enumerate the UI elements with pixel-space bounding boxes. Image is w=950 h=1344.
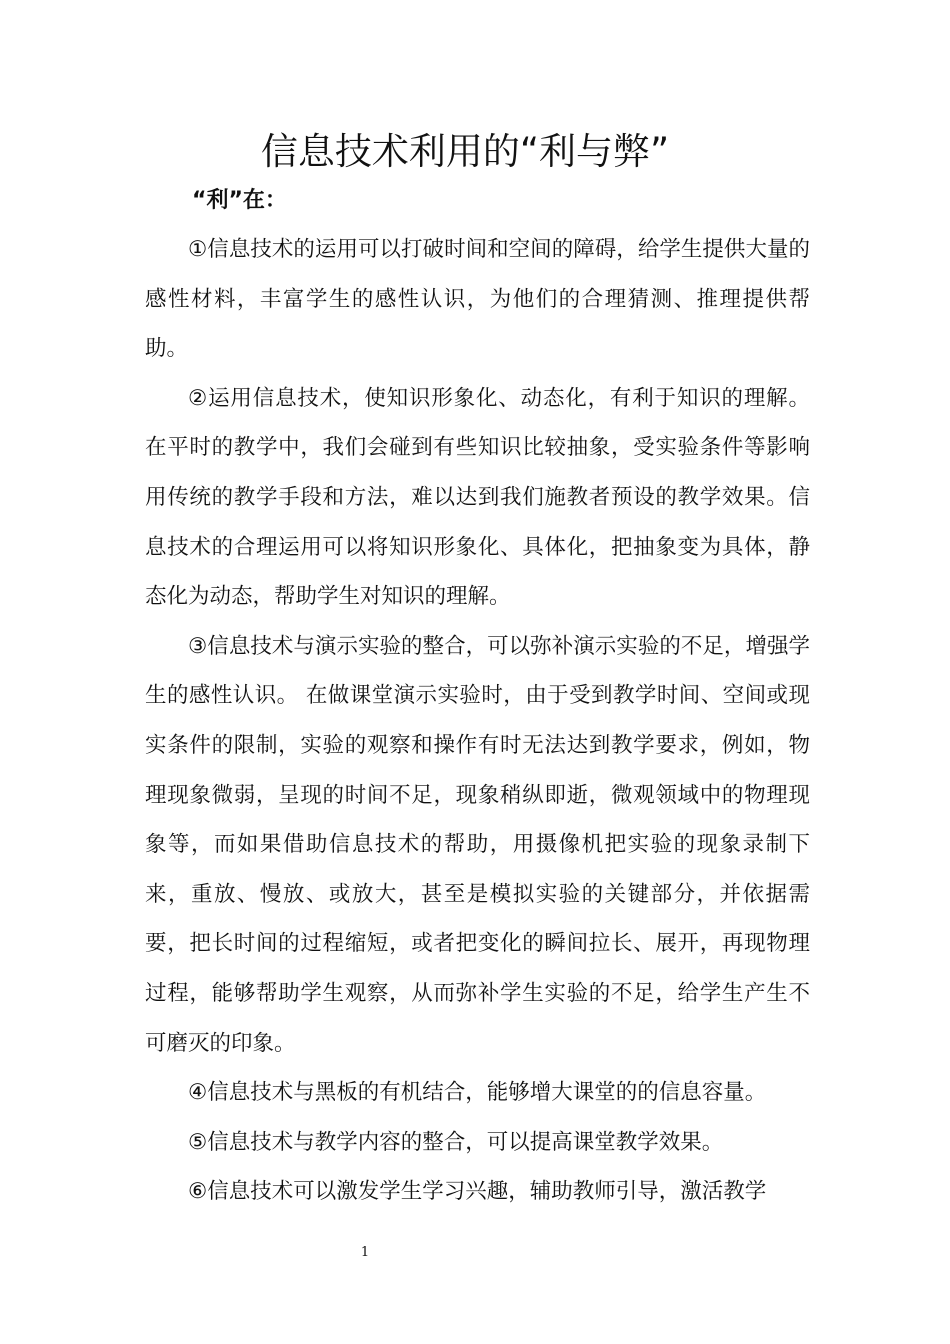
body-text <box>145 225 810 1217</box>
paragraph-6: ⑥信息技术可以激发学生学习兴趣，辅助教师引导，激活教学 <box>188 1179 767 1205</box>
paragraph-3: ③信息技术与演示实验的整合，可以弥补演示实验的不足，增强学生的感性认识。 在做课堂演示实验时，由于受到教学时间、空间或现实条件的限制，实验的观察和操作有时无法达到教学要求，例如，物理现象微弱，呈现的时间不足，现象稍纵即逝，微观领域中的物理现象等，而如果借助信息技术的帮助，用摄像机把实验的现象录制下来，重放、慢放、或放大，甚至是模拟实验的关键部分，并依据需要，把长时间的过程缩短，或者把变化的瞬间拉长、展开，再现物理过程，能够帮助学生观察，从而弥补学生实验的不足，给学生产生不可磨灭的印象。 <box>145 633 810 1056</box>
paragraph-1: ①信息技术的运用可以打破时间和空间的障碍，给学生提供大量的感性材料，丰富学生的感性认识，为他们的合理猜测、推理提供帮助。 <box>145 237 810 362</box>
section-heading: “利”在： <box>192 188 287 213</box>
page-number: 1 <box>360 1245 370 1260</box>
paragraph-2: ②运用信息技术，使知识形象化、动态化，有利于知识的理解。 在平时的教学中，我们会碰到有些知识比较抽象，受实验条件等影响用传统的教学手段和方法，难以达到我们施教者预设的教学效果。信息技术的合理运用可以将知识形象化、具体化，把抽象变为具体，静态化为动态，帮助学生对知识的理解。 <box>145 385 810 610</box>
paragraph-4: ④信息技术与黑板的有机结合，能够增大课堂的的信息容量。 <box>188 1080 767 1106</box>
paragraph-5: ⑤信息技术与教学内容的整合，可以提高课堂教学效果。 <box>188 1129 724 1155</box>
page-title: 信息技术利用的“利与弊” <box>260 130 670 173</box>
